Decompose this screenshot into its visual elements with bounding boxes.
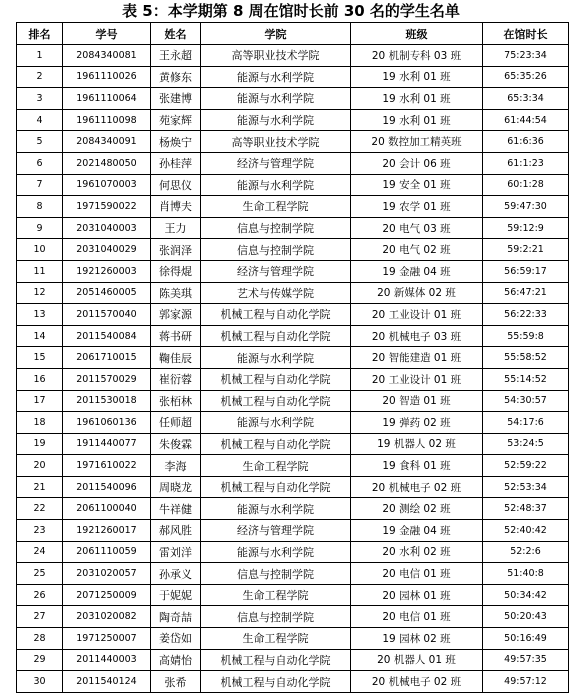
duration-cell: 54:17:6 — [483, 412, 569, 434]
class-cell: 20 园林 01 班 — [351, 584, 483, 606]
rank-cell: 28 — [17, 628, 63, 650]
name-cell: 徐得焜 — [151, 260, 201, 282]
student-id-cell: 1921260017 — [63, 520, 151, 542]
name-cell: 郝风胜 — [151, 520, 201, 542]
student-id-cell: 2021480050 — [63, 152, 151, 174]
name-cell: 朱俊霖 — [151, 433, 201, 455]
student-id-cell: 1961110064 — [63, 88, 151, 110]
name-cell: 苑家辉 — [151, 109, 201, 131]
college-cell: 能源与水利学院 — [201, 66, 351, 88]
duration-cell: 65:3:34 — [483, 88, 569, 110]
name-cell: 王永超 — [151, 45, 201, 67]
student-id-cell: 2011540124 — [63, 671, 151, 693]
duration-cell: 52:40:42 — [483, 520, 569, 542]
table-row — [17, 368, 569, 390]
college-cell: 机械工程与自动化学院 — [201, 368, 351, 390]
table-title: 表 5：本学期第 8 周在馆时长前 30 名的学生名单 — [122, 2, 460, 20]
student-id-cell: 2011570040 — [63, 304, 151, 326]
table-row — [17, 217, 569, 239]
student-id-cell: 2084340091 — [63, 131, 151, 153]
class-cell: 19 水利 01 班 — [351, 66, 483, 88]
name-cell: 黄修东 — [151, 66, 201, 88]
rank-cell: 30 — [17, 671, 63, 693]
class-cell: 20 机器人 01 班 — [351, 649, 483, 671]
student-id-cell: 1971610022 — [63, 455, 151, 477]
header-row — [17, 23, 569, 45]
rank-cell: 24 — [17, 541, 63, 563]
student-id-cell: 1911440077 — [63, 433, 151, 455]
college-cell: 能源与水利学院 — [201, 174, 351, 196]
rank-cell: 9 — [17, 217, 63, 239]
name-cell: 肖博夫 — [151, 196, 201, 218]
college-cell: 机械工程与自动化学院 — [201, 671, 351, 693]
rank-cell: 12 — [17, 282, 63, 304]
name-cell: 张建博 — [151, 88, 201, 110]
duration-cell: 50:20:43 — [483, 606, 569, 628]
table-row — [17, 606, 569, 628]
ranking-table — [16, 22, 569, 693]
table-row — [17, 131, 569, 153]
table-row — [17, 260, 569, 282]
name-cell: 于妮妮 — [151, 584, 201, 606]
college-cell: 经济与管理学院 — [201, 520, 351, 542]
table-row — [17, 282, 569, 304]
student-id-cell: 1961060136 — [63, 412, 151, 434]
name-cell: 孙承义 — [151, 563, 201, 585]
table-row — [17, 455, 569, 477]
class-cell: 20 电信 01 班 — [351, 606, 483, 628]
college-cell: 机械工程与自动化学院 — [201, 390, 351, 412]
duration-cell: 59:47:30 — [483, 196, 569, 218]
duration-cell: 55:14:52 — [483, 368, 569, 390]
rank-cell: 3 — [17, 88, 63, 110]
student-id-cell: 2011440003 — [63, 649, 151, 671]
college-cell: 信息与控制学院 — [201, 606, 351, 628]
rank-cell: 16 — [17, 368, 63, 390]
duration-cell: 53:24:5 — [483, 433, 569, 455]
class-cell: 20 机械电子 03 班 — [351, 325, 483, 347]
rank-cell: 7 — [17, 174, 63, 196]
name-cell: 郭家源 — [151, 304, 201, 326]
name-cell: 王力 — [151, 217, 201, 239]
college-cell: 经济与管理学院 — [201, 152, 351, 174]
student-id-cell: 1921260003 — [63, 260, 151, 282]
column-header-student-id: 学号 — [63, 23, 151, 45]
college-cell: 机械工程与自动化学院 — [201, 649, 351, 671]
table-row — [17, 390, 569, 412]
college-cell: 机械工程与自动化学院 — [201, 304, 351, 326]
class-cell: 20 机制专科 03 班 — [351, 45, 483, 67]
name-cell: 雷刘洋 — [151, 541, 201, 563]
student-id-cell: 2061100040 — [63, 498, 151, 520]
rank-cell: 15 — [17, 347, 63, 369]
name-cell: 崔衍蓉 — [151, 368, 201, 390]
duration-cell: 56:47:21 — [483, 282, 569, 304]
duration-cell: 50:16:49 — [483, 628, 569, 650]
rank-cell: 11 — [17, 260, 63, 282]
column-header-duration: 在馆时长 — [483, 23, 569, 45]
student-id-cell: 2031040003 — [63, 217, 151, 239]
class-cell: 19 机器人 02 班 — [351, 433, 483, 455]
rank-cell: 29 — [17, 649, 63, 671]
class-cell: 19 弹药 02 班 — [351, 412, 483, 434]
college-cell: 能源与水利学院 — [201, 109, 351, 131]
duration-cell: 59:2:21 — [483, 239, 569, 261]
college-cell: 生命工程学院 — [201, 196, 351, 218]
duration-cell: 65:35:26 — [483, 66, 569, 88]
rank-cell: 22 — [17, 498, 63, 520]
name-cell: 李海 — [151, 455, 201, 477]
student-id-cell: 2051460005 — [63, 282, 151, 304]
rank-cell: 6 — [17, 152, 63, 174]
duration-cell: 55:58:52 — [483, 347, 569, 369]
duration-cell: 55:59:8 — [483, 325, 569, 347]
college-cell: 能源与水利学院 — [201, 541, 351, 563]
class-cell: 19 食科 01 班 — [351, 455, 483, 477]
name-cell: 张润泽 — [151, 239, 201, 261]
class-cell: 20 水利 02 班 — [351, 541, 483, 563]
duration-cell: 59:12:9 — [483, 217, 569, 239]
rank-cell: 27 — [17, 606, 63, 628]
college-cell: 机械工程与自动化学院 — [201, 433, 351, 455]
name-cell: 高婧怡 — [151, 649, 201, 671]
class-cell: 19 安全 01 班 — [351, 174, 483, 196]
student-id-cell: 1961110098 — [63, 109, 151, 131]
college-cell: 信息与控制学院 — [201, 563, 351, 585]
name-cell: 蒋书研 — [151, 325, 201, 347]
table-row — [17, 45, 569, 67]
name-cell: 陶奇喆 — [151, 606, 201, 628]
name-cell: 杨焕宁 — [151, 131, 201, 153]
rank-cell: 18 — [17, 412, 63, 434]
duration-cell: 56:59:17 — [483, 260, 569, 282]
rank-cell: 13 — [17, 304, 63, 326]
table-row — [17, 520, 569, 542]
table-row — [17, 325, 569, 347]
duration-cell: 56:22:33 — [483, 304, 569, 326]
duration-cell: 49:57:12 — [483, 671, 569, 693]
rank-cell: 23 — [17, 520, 63, 542]
class-cell: 20 智造 01 班 — [351, 390, 483, 412]
class-cell: 20 测绘 02 班 — [351, 498, 483, 520]
college-cell: 经济与管理学院 — [201, 260, 351, 282]
college-cell: 艺术与传媒学院 — [201, 282, 351, 304]
class-cell: 19 金融 04 班 — [351, 520, 483, 542]
table-row — [17, 649, 569, 671]
class-cell: 20 机械电子 02 班 — [351, 476, 483, 498]
class-cell: 20 机械电子 02 班 — [351, 671, 483, 693]
duration-cell: 52:53:34 — [483, 476, 569, 498]
student-id-cell: 2084340081 — [63, 45, 151, 67]
student-id-cell: 2011570029 — [63, 368, 151, 390]
college-cell: 信息与控制学院 — [201, 239, 351, 261]
name-cell: 张希 — [151, 671, 201, 693]
student-id-cell: 2061110059 — [63, 541, 151, 563]
name-cell: 周晓龙 — [151, 476, 201, 498]
table-row — [17, 109, 569, 131]
table-row — [17, 304, 569, 326]
name-cell: 牛祥健 — [151, 498, 201, 520]
table-row — [17, 671, 569, 693]
college-cell: 机械工程与自动化学院 — [201, 476, 351, 498]
class-cell: 20 智能建造 01 班 — [351, 347, 483, 369]
table-row — [17, 66, 569, 88]
name-cell: 张栢林 — [151, 390, 201, 412]
college-cell: 生命工程学院 — [201, 628, 351, 650]
column-header-name: 姓名 — [151, 23, 201, 45]
class-cell: 20 数控加工精英班 — [351, 131, 483, 153]
name-cell: 任师超 — [151, 412, 201, 434]
class-cell: 20 电信 01 班 — [351, 563, 483, 585]
college-cell: 生命工程学院 — [201, 584, 351, 606]
duration-cell: 52:59:22 — [483, 455, 569, 477]
college-cell: 高等职业技术学院 — [201, 45, 351, 67]
rank-cell: 17 — [17, 390, 63, 412]
class-cell: 20 工业设计 01 班 — [351, 368, 483, 390]
class-cell: 20 电气 03 班 — [351, 217, 483, 239]
table-row — [17, 412, 569, 434]
class-cell: 19 水利 01 班 — [351, 109, 483, 131]
table-row — [17, 239, 569, 261]
table-row — [17, 88, 569, 110]
class-cell: 20 电气 02 班 — [351, 239, 483, 261]
student-id-cell: 2011540084 — [63, 325, 151, 347]
rank-cell: 5 — [17, 131, 63, 153]
name-cell: 陈美琪 — [151, 282, 201, 304]
student-id-cell: 1971250007 — [63, 628, 151, 650]
duration-cell: 52:48:37 — [483, 498, 569, 520]
column-header-class: 班级 — [351, 23, 483, 45]
class-cell: 20 新媒体 02 班 — [351, 282, 483, 304]
table-row — [17, 347, 569, 369]
duration-cell: 52:2:6 — [483, 541, 569, 563]
table-row — [17, 476, 569, 498]
college-cell: 生命工程学院 — [201, 455, 351, 477]
student-id-cell: 2061710015 — [63, 347, 151, 369]
class-cell: 19 园林 02 班 — [351, 628, 483, 650]
duration-cell: 61:44:54 — [483, 109, 569, 131]
duration-cell: 75:23:34 — [483, 45, 569, 67]
rank-cell: 4 — [17, 109, 63, 131]
column-header-rank: 排名 — [17, 23, 63, 45]
table-row — [17, 628, 569, 650]
rank-cell: 21 — [17, 476, 63, 498]
rank-cell: 8 — [17, 196, 63, 218]
student-id-cell: 2031040029 — [63, 239, 151, 261]
column-header-college: 学院 — [201, 23, 351, 45]
student-id-cell: 2031020082 — [63, 606, 151, 628]
rank-cell: 1 — [17, 45, 63, 67]
student-id-cell: 2071250009 — [63, 584, 151, 606]
student-id-cell: 1961110026 — [63, 66, 151, 88]
rank-cell: 10 — [17, 239, 63, 261]
class-cell: 19 金融 04 班 — [351, 260, 483, 282]
rank-cell: 14 — [17, 325, 63, 347]
duration-cell: 50:34:42 — [483, 584, 569, 606]
duration-cell: 61:6:36 — [483, 131, 569, 153]
name-cell: 何思仪 — [151, 174, 201, 196]
rank-cell: 25 — [17, 563, 63, 585]
duration-cell: 54:30:57 — [483, 390, 569, 412]
duration-cell: 60:1:28 — [483, 174, 569, 196]
table-row — [17, 196, 569, 218]
class-cell: 19 水利 01 班 — [351, 88, 483, 110]
college-cell: 能源与水利学院 — [201, 498, 351, 520]
table-row — [17, 498, 569, 520]
student-id-cell: 1961070003 — [63, 174, 151, 196]
rank-cell: 2 — [17, 66, 63, 88]
table-row — [17, 152, 569, 174]
duration-cell: 51:40:8 — [483, 563, 569, 585]
student-id-cell: 1971590022 — [63, 196, 151, 218]
student-id-cell: 2011530018 — [63, 390, 151, 412]
table-row — [17, 541, 569, 563]
college-cell: 能源与水利学院 — [201, 412, 351, 434]
college-cell: 高等职业技术学院 — [201, 131, 351, 153]
college-cell: 信息与控制学院 — [201, 217, 351, 239]
table-row — [17, 433, 569, 455]
college-cell: 能源与水利学院 — [201, 347, 351, 369]
class-cell: 20 工业设计 01 班 — [351, 304, 483, 326]
duration-cell: 61:1:23 — [483, 152, 569, 174]
name-cell: 姜岱如 — [151, 628, 201, 650]
class-cell: 19 农学 01 班 — [351, 196, 483, 218]
class-cell: 20 会计 06 班 — [351, 152, 483, 174]
name-cell: 孙桂萍 — [151, 152, 201, 174]
table-row — [17, 584, 569, 606]
college-cell: 能源与水利学院 — [201, 88, 351, 110]
rank-cell: 19 — [17, 433, 63, 455]
student-id-cell: 2011540096 — [63, 476, 151, 498]
student-id-cell: 2031020057 — [63, 563, 151, 585]
duration-cell: 49:57:35 — [483, 649, 569, 671]
table-row — [17, 174, 569, 196]
rank-cell: 20 — [17, 455, 63, 477]
rank-cell: 26 — [17, 584, 63, 606]
college-cell: 机械工程与自动化学院 — [201, 325, 351, 347]
name-cell: 鞠佳辰 — [151, 347, 201, 369]
table-row — [17, 563, 569, 585]
